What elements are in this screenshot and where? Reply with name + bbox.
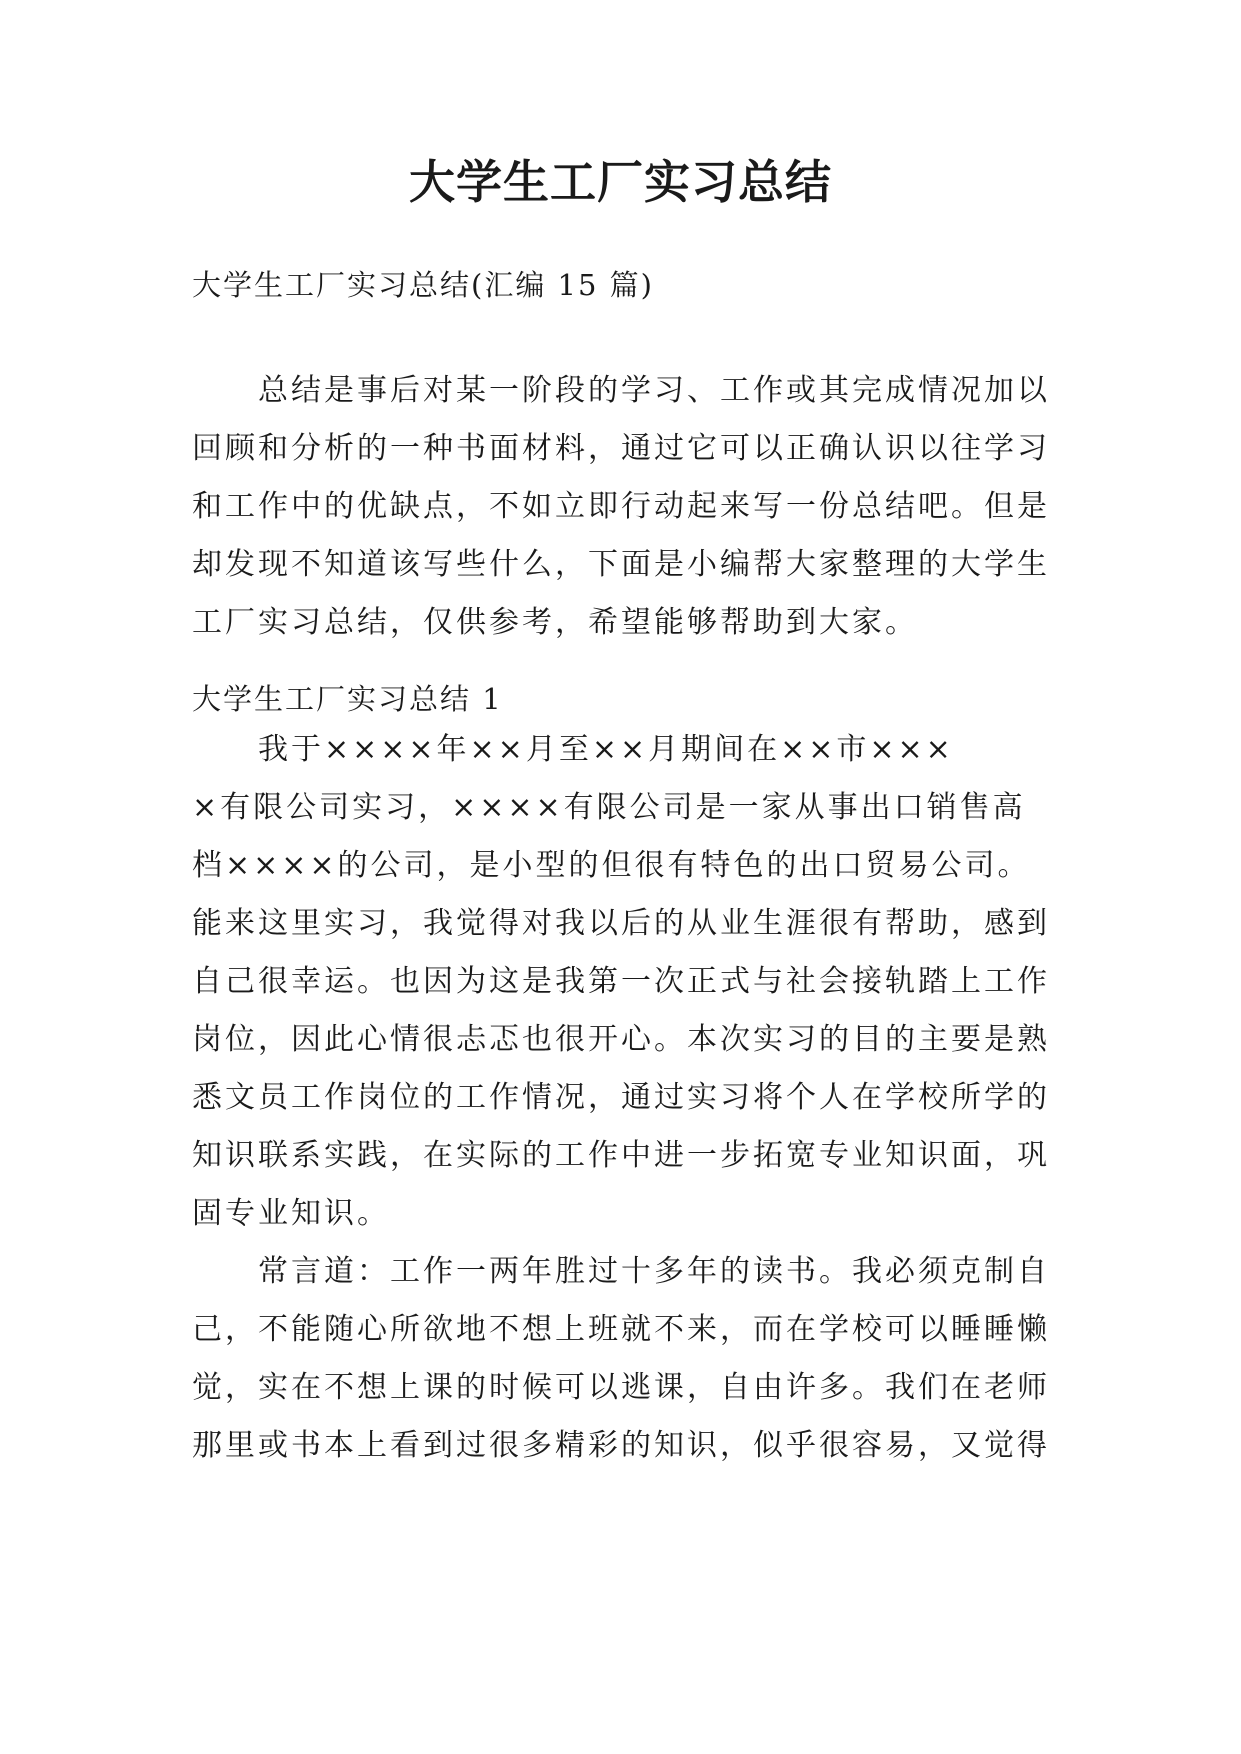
paragraph-line: 觉，实在不想上课的时候可以逃课，自由许多。我们在老师 [192,1370,1050,1405]
paragraph-line: 那里或书本上看到过很多精彩的知识，似乎很容易，又觉得 [192,1428,1050,1463]
document-title: 大学生工厂实习总结 [409,155,832,209]
document-subtitle: 大学生工厂实习总结(汇编 15 篇) [192,268,654,302]
paragraph-line: 能来这里实习，我觉得对我以后的从业生涯很有帮助，感到 [192,906,1050,941]
paragraph-line: 我于××××年××月至××月期间在××市××× [258,732,954,767]
section-paragraph-2 [192,1243,1072,1475]
paragraph-line: ×有限公司实习，××××有限公司是一家从事出口销售高 [192,790,1026,825]
paragraph-line: 常言道：工作一两年胜过十多年的读书。我必须克制自 [258,1254,1050,1289]
intro-paragraph [192,362,1072,652]
paragraph-line: 工厂实习总结，仅供参考，希望能够帮助到大家。 [192,605,918,640]
paragraph-line: 总结是事后对某一阶段的学习、工作或其完成情况加以 [258,373,1050,408]
paragraph-line: 固专业知识。 [192,1196,390,1231]
section-paragraph-1 [192,721,1072,1243]
paragraph-line: 却发现不知道该写些什么，下面是小编帮大家整理的大学生 [192,547,1050,582]
paragraph-line: 和工作中的优缺点，不如立即行动起来写一份总结吧。但是 [192,489,1050,524]
paragraph-line: 岗位，因此心情很忐忑也很开心。本次实习的目的主要是熟 [192,1022,1050,1057]
paragraph-line: 档××××的公司，是小型的但很有特色的出口贸易公司。 [192,848,1031,883]
paragraph-line: 回顾和分析的一种书面材料，通过它可以正确认识以往学习 [192,431,1050,466]
paragraph-line: 自己很幸运。也因为这是我第一次正式与社会接轨踏上工作 [192,964,1050,999]
paragraph-line: 知识联系实践，在实际的工作中进一步拓宽专业知识面，巩 [192,1138,1050,1173]
paragraph-line: 己，不能随心所欲地不想上班就不来，而在学校可以睡睡懒 [192,1312,1050,1347]
section-heading: 大学生工厂实习总结 1 [192,682,503,716]
paragraph-line: 悉文员工作岗位的工作情况，通过实习将个人在学校所学的 [192,1080,1050,1115]
